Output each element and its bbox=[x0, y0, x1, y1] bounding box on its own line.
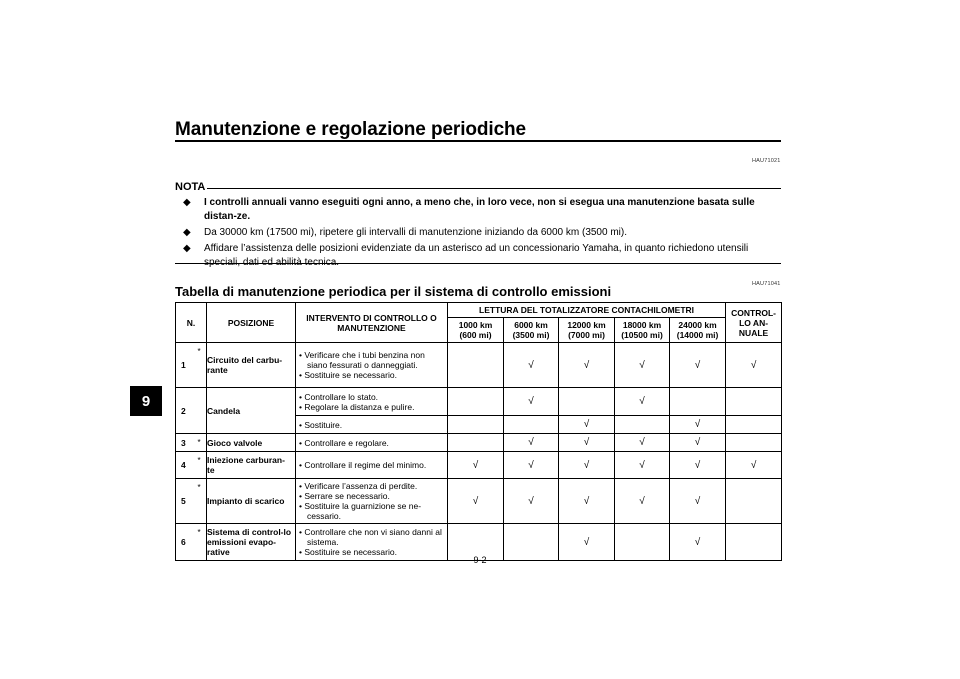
row-action bbox=[296, 479, 448, 524]
header-mi-value: (14000 mi) bbox=[676, 330, 719, 340]
empty-cell bbox=[504, 416, 559, 434]
check-mark-icon: √ bbox=[504, 343, 559, 388]
row-position: Candela bbox=[207, 388, 296, 434]
action-line: • Controllare che non vi siano danni al sistema. bbox=[299, 527, 442, 547]
check-mark-icon: √ bbox=[559, 434, 615, 452]
row-position: Iniezione carburan-te bbox=[207, 452, 296, 479]
table-row bbox=[176, 388, 782, 416]
empty-cell bbox=[448, 416, 504, 434]
empty-cell bbox=[726, 388, 782, 416]
check-mark-icon: √ bbox=[504, 452, 559, 479]
action-line: • Sostituire se necessario. bbox=[299, 370, 397, 380]
check-mark-icon: √ bbox=[670, 343, 726, 388]
row-position: Sistema di control-lo emissioni evapo-rative bbox=[207, 524, 296, 561]
diamond-bullet-icon: ◆ bbox=[183, 243, 191, 254]
check-mark-icon: √ bbox=[615, 343, 670, 388]
chapter-tab: 9 bbox=[130, 386, 162, 416]
empty-cell bbox=[448, 388, 504, 416]
row-number: 2 bbox=[176, 388, 198, 434]
header-km-4 bbox=[670, 318, 726, 343]
header-action: INTERVENTO DI CONTROLLO O MANUTENZIONE bbox=[296, 303, 448, 343]
action-line: • Sostituire se necessario. bbox=[299, 547, 397, 557]
check-mark-icon: √ bbox=[670, 452, 726, 479]
empty-cell bbox=[448, 434, 504, 452]
nota-item bbox=[183, 242, 781, 270]
action-line: • Sostituire la guarnizione se ne-cessario. bbox=[299, 501, 422, 521]
section-title: Tabella di manutenzione periodica per il sistema di controllo emissioni bbox=[175, 284, 612, 299]
diamond-bullet-icon: ◆ bbox=[183, 227, 191, 238]
page-title: Manutenzione e regolazione periodiche bbox=[175, 119, 527, 140]
check-mark-icon: √ bbox=[559, 479, 615, 524]
table-row bbox=[176, 479, 782, 524]
check-mark-icon: √ bbox=[670, 479, 726, 524]
header-km-value: 6000 km bbox=[514, 320, 548, 330]
nota-item-text: I controlli annuali vanno eseguiti ogni anno, a meno che, in loro vece, non si esegua una manutenzione basata sulle distan-ze. bbox=[204, 197, 755, 222]
header-km-0 bbox=[448, 318, 504, 343]
asterisk-marker: * bbox=[198, 343, 207, 388]
check-mark-icon: √ bbox=[726, 452, 782, 479]
action-line: • Serrare se necessario. bbox=[299, 491, 390, 501]
check-mark-icon: √ bbox=[615, 452, 670, 479]
empty-cell bbox=[670, 388, 726, 416]
asterisk-marker bbox=[198, 388, 207, 434]
check-mark-icon: √ bbox=[448, 479, 504, 524]
header-mi-value: (7000 mi) bbox=[568, 330, 605, 340]
row-action bbox=[296, 388, 448, 416]
nota-item bbox=[183, 226, 781, 240]
header-km-value: 1000 km bbox=[458, 320, 493, 330]
header-mi-value: (3500 mi) bbox=[512, 330, 550, 340]
maintenance-table bbox=[175, 302, 782, 561]
row-number: 1 bbox=[176, 343, 198, 388]
row-position: Circuito del carbu-rante bbox=[207, 343, 296, 388]
row-number: 4 bbox=[176, 452, 198, 479]
nota-item bbox=[183, 196, 781, 224]
diamond-bullet-icon: ◆ bbox=[183, 197, 191, 208]
action-line: • Controllare lo stato. bbox=[299, 391, 379, 402]
nota-item-text: Da 30000 km (17500 mi), ripetere gli intervalli di manutenzione iniziando da 6000 km (3500 mi). bbox=[204, 227, 627, 238]
check-mark-icon: √ bbox=[726, 343, 782, 388]
header-annual: CONTROL-LO AN-NUALE bbox=[726, 303, 782, 343]
header-km-value: 24000 km bbox=[678, 320, 717, 330]
header-km-2 bbox=[559, 318, 615, 343]
row-number: 3 bbox=[176, 434, 198, 452]
action-line: • Regolare la distanza e pulire. bbox=[299, 401, 415, 412]
check-mark-icon: √ bbox=[615, 479, 670, 524]
header-mi-value: (600 mi) bbox=[459, 330, 492, 340]
action-line: • Sostituire. bbox=[299, 419, 343, 430]
action-line: • Controllare e regolare. bbox=[299, 437, 389, 448]
check-mark-icon: √ bbox=[670, 434, 726, 452]
nota-code: HAU71021 bbox=[752, 158, 781, 164]
row-action bbox=[296, 452, 448, 479]
check-mark-icon: √ bbox=[559, 416, 615, 434]
title-rule bbox=[175, 140, 781, 142]
nota-end-rule bbox=[175, 263, 781, 264]
check-mark-icon: √ bbox=[615, 434, 670, 452]
header-km-value: 12000 km bbox=[567, 320, 606, 330]
empty-cell bbox=[448, 343, 504, 388]
header-km-3 bbox=[615, 318, 670, 343]
asterisk-marker: * bbox=[198, 479, 207, 524]
check-mark-icon: √ bbox=[559, 452, 615, 479]
empty-cell bbox=[726, 434, 782, 452]
row-position: Impianto di scarico bbox=[207, 479, 296, 524]
empty-cell bbox=[726, 416, 782, 434]
header-position: POSIZIONE bbox=[207, 303, 296, 343]
header-mi-value: (10500 mi) bbox=[621, 330, 663, 340]
nota-rule bbox=[207, 188, 781, 189]
check-mark-icon: √ bbox=[504, 479, 559, 524]
row-number: 6 bbox=[176, 524, 198, 561]
row-action bbox=[296, 343, 448, 388]
action-line: • Verificare che i tubi benzina non siano fessurati o danneggiati. bbox=[299, 350, 425, 370]
asterisk-marker: * bbox=[198, 434, 207, 452]
nota-label: NOTA bbox=[175, 181, 206, 193]
table-row bbox=[176, 343, 782, 388]
empty-cell bbox=[615, 416, 670, 434]
check-mark-icon: √ bbox=[559, 343, 615, 388]
table-code: HAU71041 bbox=[752, 281, 781, 287]
check-mark-icon: √ bbox=[615, 388, 670, 416]
table-row bbox=[176, 452, 782, 479]
action-line: • Verificare l’assenza di perdite. bbox=[299, 481, 418, 491]
empty-cell bbox=[559, 388, 615, 416]
header-km-value: 18000 km bbox=[622, 320, 662, 330]
header-num: N. bbox=[176, 303, 207, 343]
check-mark-icon: √ bbox=[670, 524, 726, 561]
asterisk-marker: * bbox=[198, 524, 207, 561]
check-mark-icon: √ bbox=[670, 416, 726, 434]
nota-list bbox=[183, 196, 781, 272]
check-mark-icon: √ bbox=[504, 388, 559, 416]
row-action bbox=[296, 434, 448, 452]
asterisk-marker: * bbox=[198, 452, 207, 479]
table-row bbox=[176, 434, 782, 452]
header-odometer: LETTURA DEL TOTALIZZATORE CONTACHILOMETRI bbox=[448, 303, 726, 318]
action-line: • Controllare il regime del minimo. bbox=[299, 460, 427, 470]
row-position: Gioco valvole bbox=[207, 434, 296, 452]
nota-item-text: Affidare l’assistenza delle posizioni evidenziate da un asterisco ad un concessionario Yamaha, in quanto richiedono utensili bbox=[204, 243, 749, 254]
check-mark-icon: √ bbox=[504, 434, 559, 452]
row-action bbox=[296, 416, 448, 434]
check-mark-icon: √ bbox=[559, 524, 615, 561]
page-number: 9-2 bbox=[473, 555, 487, 565]
header-km-1 bbox=[504, 318, 559, 343]
check-mark-icon: √ bbox=[448, 452, 504, 479]
empty-cell bbox=[726, 479, 782, 524]
row-number: 5 bbox=[176, 479, 198, 524]
